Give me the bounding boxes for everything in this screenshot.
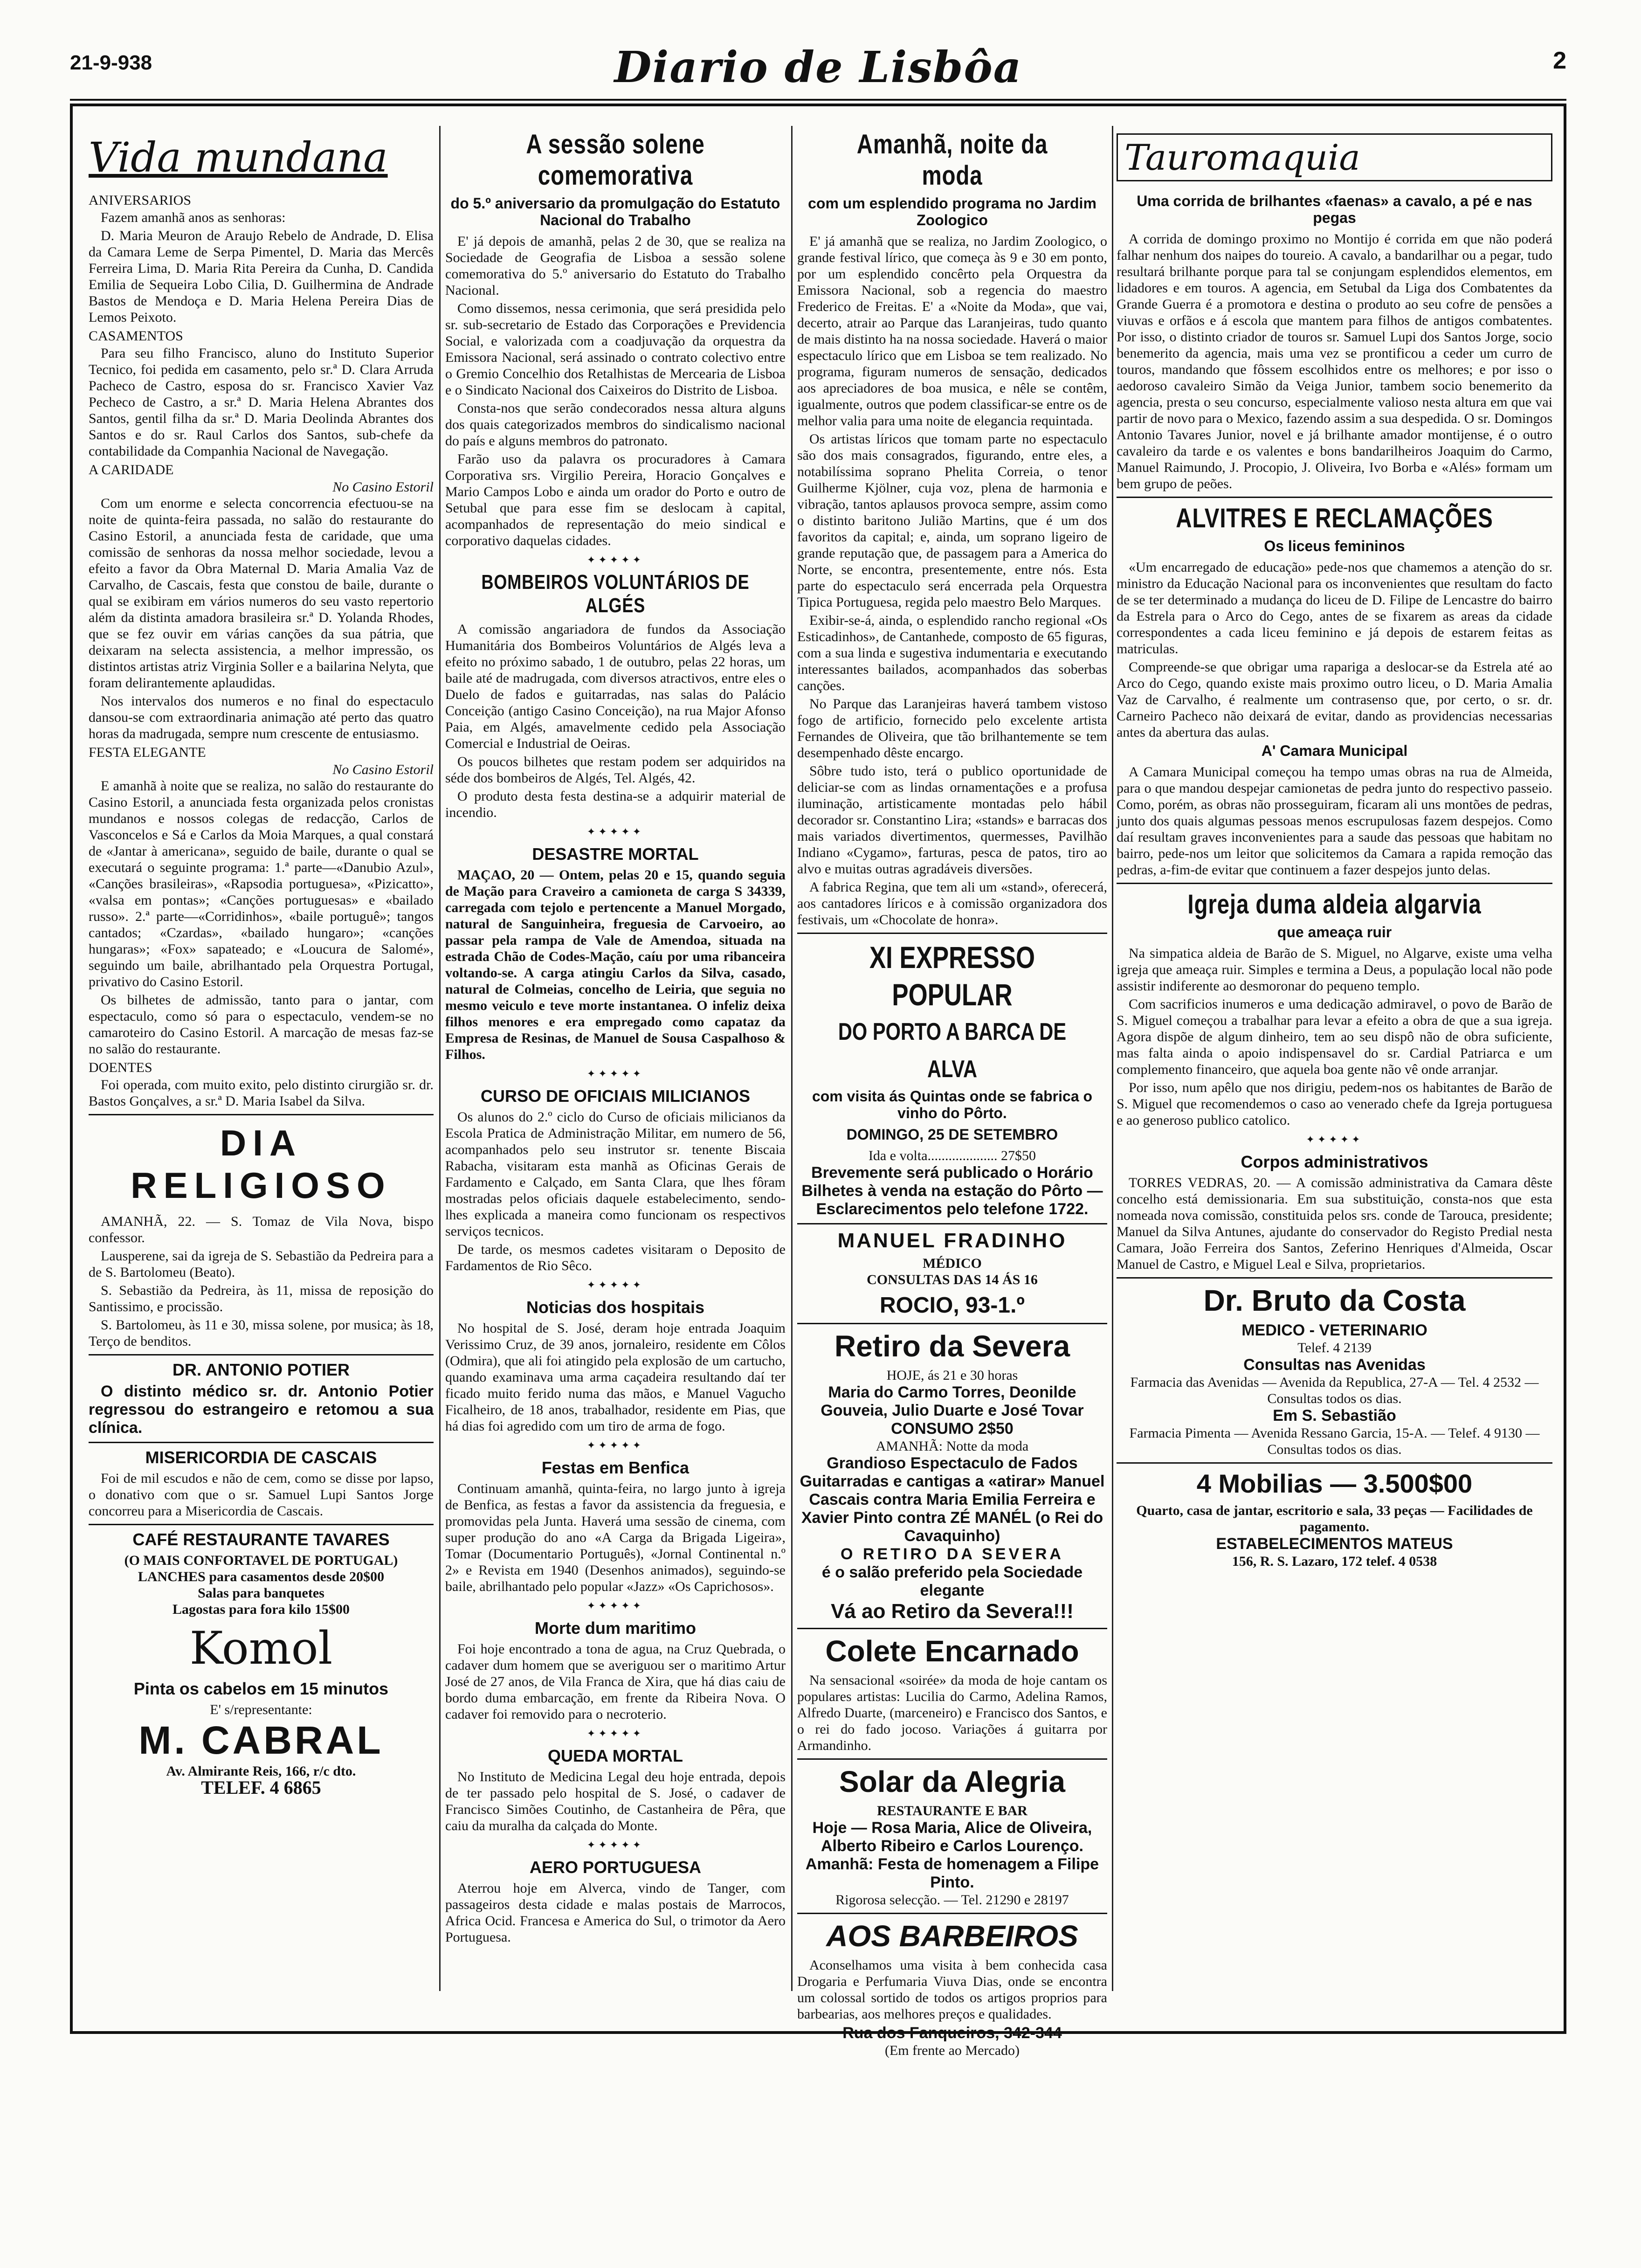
ornament-divider: ✦✦✦✦✦	[586, 1728, 644, 1739]
paragraph: Para seu filho Francisco, aluno do Instituto Superior Tecnico, foi pedida em casamento, pelo sr.ª D. Clara Arruda Pacheco de Castro, esposa do sr. Francisco Xavier Vaz Pecheco de Castro, a sr.ª D. Maria Helena Abrantes dos Santos, gentil filha da sr.ª D. Maria Deolinda Abrantes dos Santos e do sr. Raul Carlos dos Santos, sub-chefe da contabilidade da Companhia Nacional de Navegação.	[89, 346, 434, 459]
subheadline: Uma corrida de brilhantes «faenas» a cavalo, a pé e nas pegas	[1137, 193, 1532, 226]
ad-headline: Solar da Alegria	[839, 1765, 1065, 1798]
paragraph: S. Bartolomeu, às 11 e 30, missa solene, por musica; às 18, Terço de benditos.	[89, 1317, 434, 1349]
ornament-divider: ✦✦✦✦✦	[586, 554, 644, 566]
paragraph: D. Maria Meuron de Araujo Rebelo de Andrade, D. Elisa da Camara Leme de Serpa Pimentel, D. Maria das Mercês Ferreira Lima, D. Maria Rita Pereira da Cunha, D. Candida Emilia de Sequeira Lobo Cilia, D. Guilhermina de Andrade Bastos de Mendoça e D. Maria Helena Pereira Dias de Lemos Peixoto.	[89, 228, 434, 325]
column-rule	[791, 126, 793, 1991]
paragraph: AMANHÃ, 22. — S. Tomaz de Vila Nova, bispo confessor.	[89, 1214, 434, 1245]
divider	[1117, 1462, 1552, 1464]
cabral-name: M. CABRAL	[138, 1718, 384, 1762]
ad-line: E' s/representante:	[210, 1702, 312, 1717]
paragraph: Consta-nos que serão condecorados nessa altura alguns dos quais categorizados membros do sindicalismo nacional do país e alguns membros do patronato.	[445, 401, 786, 449]
ad-line: Salas para banquetes	[198, 1585, 324, 1601]
subheadline: que ameaça ruir	[1277, 924, 1392, 940]
headline: CURSO DE OFICIAIS MILICIANOS	[480, 1086, 751, 1106]
column-rule	[439, 126, 441, 1991]
paragraph: E' já amanhã que se realiza, no Jardim Zoologico, o grande festival lírico, que começa às 9 e 30 em ponto, por um esplendido concêrto pela Orquestra da Emissora Nacional, sob a regencia do maestro Frederico de Freitas. E' a «Noite da Moda», que vai, decerto, atrair ao Parque das Laranjeiras, tudo quanto de mais distinto ha na nossa sociedade. Haverá o maior espectaculo lírico que em Lisboa se tem realizado. No programa, figuram numeros de sensação, dedicados aos apreciadores de boa musica, e nêle se contêm, igualmente, outros que podem classificar-se entre os de melhor valia para uma noite de elegancia requintada.	[797, 234, 1107, 429]
ad-line: TELEF. 4 6865	[201, 1777, 321, 1798]
paragraph: Compreende-se que obrigar uma rapariga a deslocar-se da Estrela até ao Arco do Cego, quando existe mais proximo outro liceu, o D. Maria Amalia Vaz de Carvalho, é realmente um contrasenso que, por certo, o sr. dr. Carneiro Pacheco não deixará de evitar, dando as providencias necessarias antes da abertura das aulas.	[1117, 659, 1552, 740]
headline: Amanhã, noite da moda	[856, 129, 1048, 191]
paragraph: Farão uso da palavra os procuradores à Camara Corporativa srs. Virgilio Pereira, Horacio Gonçalves e Mario Campos Lobo e ainda um orador do Porto e outro de Setubal que para esse fim se deslocam à capital, acompanhados de representação do meio sindical e corporativo daquelas cidades.	[445, 451, 786, 548]
paragraph: Foi operada, com muito exito, pelo distinto cirurgião sr. dr. Bastos Gonçalves, a sr.ª D. Maria Isabel da Silva.	[89, 1077, 434, 1109]
ornament-divider: ✦✦✦✦✦	[586, 1439, 644, 1451]
column-rule	[1112, 126, 1113, 1991]
ad-line: Brevemente será publicado o Horário	[811, 1164, 1093, 1182]
column-2	[445, 126, 786, 1988]
ad-name: MANUEL FRADINHO	[837, 1229, 1067, 1252]
ad-headline: Retiro da Severa	[834, 1329, 1070, 1363]
ad-line: Bilhetes à venda na estação do Pôrto — Esclarecimentos pelo telefone 1722.	[801, 1182, 1103, 1218]
subhead: A CARIDADE	[89, 462, 174, 477]
ad-line: Ida e volta.................... 27$50	[868, 1148, 1036, 1163]
paragraph: Os artistas líricos que tomam parte no espectaculo são dos mais consagrados, figurando, entre eles, a notabilíssima soprano Phelita Correia, o tenor Guilherme Kjölner, cuja voz, plena de harmonia e vibração, tantos aplausos provoca sempre, assim como o distinto baritono Julião Martins, que é um dos favoritos da capital; e, ainda, um soprano ligeiro de grande reputação que, de passagem para a America do Norte, se encontra, presentemente, entre nós. Esta parte do espectaculo será encerrada pela Orquestra Tipica Portuguesa, regida pelo maestro Belo Marques.	[797, 431, 1107, 610]
paragraph: Exibir-se-á, ainda, o esplendido rancho regional «Os Esticadinhos», de Cantanhede, composto de 65 figuras, com a sua linda e sugestiva indumentaria e executando interessantes bailados, acompanhados das soberbas canções.	[797, 613, 1107, 693]
komol-tagline: Pinta os cabelos em 15 minutos	[133, 1679, 389, 1698]
ad-headline: Dr. Bruto da Costa	[1203, 1284, 1466, 1317]
ornament-divider: ✦✦✦✦✦	[586, 1068, 644, 1079]
ad-line: (Em frente ao Mercado)	[884, 2043, 1020, 2058]
ornament-divider: ✦✦✦✦✦	[586, 1839, 644, 1851]
divider	[1117, 497, 1552, 498]
paragraph: Com sacrificios inumeros e uma dedicação admiravel, o povo de Barão de S. Miguel começou a trabalhar para levar a efeito a obra de que a sua igreja. Agora dispõe de algum dinheiro, tem ao seu dispô não de obra suficiente, mas falta ainda o apoio indispensavel do sr. Cardial Patriarca e um complemento financeiro, que aquela boa gente não vê onde arranjar.	[1117, 996, 1552, 1077]
ad-headline: AOS BARBEIROS	[826, 1919, 1078, 1953]
paragraph: «Um encarregado de educação» pede-nos que chamemos a atenção do sr. ministro da Educação Nacional para os inconvenientes que resultam do facto de se ter determinado a mudança do liceu de D. Filipe de Lencastre do bairro da Estrela para o Arco do Cego, antes de se fixarem as areas da cidade correspondentes a cada liceu feminino e já depois de estarem feitas as matriculas.	[1117, 560, 1552, 657]
divider	[89, 1442, 434, 1443]
ad-line: ROCIO, 93-1.º	[880, 1293, 1025, 1318]
headline: Noticias dos hospitais	[526, 1298, 705, 1317]
ad-line: Farmacia das Avenidas — Avenida da Republica, 27-A — Tel. 4 2532 — Consultas todos os dias.	[1130, 1375, 1539, 1406]
paragraph: Por isso, num apêlo que nos dirigiu, pedem-nos os habitantes de Barão de S. Miguel que recomendemos o caso ao venerado chefe da Igreja portuguesa e ao generoso publico catolico.	[1117, 1080, 1552, 1128]
subheadline: do 5.º aniversario da promulgação do Estatuto Nacional do Trabalho	[450, 195, 780, 228]
newspaper-title: Diario de Lisbôa	[614, 42, 1022, 92]
ad-line: Maria do Carmo Torres, Deonilde Gouveia, Julio Duarte e José Tovar	[820, 1383, 1084, 1419]
ad-line: Farmacia Pimenta — Avenida Ressano Garcia, 15-A. — Telef. 4 9130 — Consultas todos os dias.	[1129, 1425, 1540, 1457]
subheadline: A' Camara Municipal	[1261, 742, 1408, 759]
headline: Igreja duma aldeia algarvia	[1187, 889, 1482, 920]
ad-line: Hoje — Rosa Maria, Alice de Oliveira, Alberto Ribeiro e Carlos Lourenço.	[812, 1819, 1092, 1855]
ornament-divider: ✦✦✦✦✦	[1306, 1134, 1363, 1145]
ad-headline: Colete Encarnado	[825, 1634, 1079, 1668]
section-title-tauromaquia: Tauromaquia	[1117, 133, 1552, 181]
headline: AERO PORTUGUESA	[529, 1858, 702, 1877]
ad-line: é o salão preferido pela Sociedade elegante	[821, 1563, 1083, 1599]
paragraph: TORRES VEDRAS, 20. — A comissão administrativa da Camara dêste concelho está demissionaria. Em sua substituição, consta-nos que esta nomeada nova comissão, constituida pelos srs. conde de Tarouca, presidente; Manuel da Silva Antunes, ajudante do conservador do Registo Predial nesta Camara, João Ferreira dos Santos, Zeferino Henriques d'Almeida, Oscar Manuel de Castro, e Miguel Leal e Silva, proprietarios.	[1117, 1175, 1552, 1272]
ad-line: Consultas nas Avenidas	[1243, 1356, 1426, 1374]
paragraph: O distinto médico sr. dr. Antonio Potier regressou do estrangeiro e retomou a sua clínica.	[89, 1383, 434, 1437]
paragraph: Como dissemos, nessa cerimonia, que será presidida pelo sr. sub-secretario de Estado das Corporações e Previdencia Social, e valorizada com a coadjuvação da orquestra da Emissora Nacional, será assinado o contrato colectivo entre o Gremio Concelhio dos Retalhistas de Mercearia de Lisboa e o Sindicato Nacional dos Caixeiros do Distrito de Lisboa.	[445, 301, 786, 398]
section-title-vida-mundana: Vida mundana	[89, 133, 388, 181]
paragraph: E' já depois de amanhã, pelas 2 de 30, que se realiza na Sociedade de Geografia de Lisboa a sessão solene comemorativa do 5.º aniversario do Estatuto do Trabalho Nacional.	[445, 234, 786, 298]
ad-line: Rigorosa selecção. — Tel. 21290 e 28197	[835, 1892, 1069, 1908]
ad-line: Lagostas para fora kilo 15$00	[172, 1602, 350, 1617]
ad-headline: DO PORTO A BARCA DE ALVA	[838, 1018, 1067, 1083]
ad-line: Rua dos Fanqueiros, 342-344	[842, 2024, 1062, 2042]
ad-line: DOMINGO, 25 DE SETEMBRO	[846, 1126, 1058, 1143]
divider	[89, 1114, 434, 1115]
ad-headline: XI EXPRESSO POPULAR	[869, 940, 1035, 1012]
headline: Morte dum maritimo	[534, 1618, 696, 1638]
paragraph: S. Sebastião da Pedreira, às 11, missa de reposição do Santissimo, e procissão.	[89, 1283, 434, 1314]
dia-religioso-title: DIA RELIGIOSO	[131, 1122, 392, 1206]
paragraph: MAÇAO, 20 — Ontem, pelas 20 e 15, quando seguia de Mação para Craveiro a camioneta de carga S 34339, carregada com tejolo e pertencente a Manuel Morgado, natural de Sanguinheira, freguesia de Carvoeiro, ao passar pela rampa de Vale de Amendoa, situada na estrada Chão de Codes-Mação, caíu por uma ribanceira voltando-se. A carga atingiu Carlos da Silva, casado, natural de Colmeias, concelho de Leiria, que seguia no mesmo veiculo e teve morte instantanea. O infeliz deixa filhos menores e era empregado como capataz da Empresa de Resinas, de Manuel de Sousa Caspalhoso & Filhos.	[445, 867, 786, 1062]
column-1	[89, 126, 434, 1988]
location-line: No Casino Estoril	[332, 479, 434, 495]
paragraph: Aconselhamos uma visita à bem conhecida casa Drogaria e Perfumaria Viuva Dias, onde se encontra um colossal sortido de todos os artigos proprios para barbearias, aos melhores preços e qualidades.	[797, 1957, 1107, 2022]
ad-line: Em S. Sebastião	[1273, 1407, 1396, 1424]
headline: Corpos administrativos	[1241, 1152, 1428, 1171]
paragraph: Continuam amanhã, quinta-feira, no largo junto à igreja de Benfica, as festas a favor da assistencia da freguesia, e promovidas pela Junta. Haverá uma sessão de cinema, com super produção do ano «A Carga da Brigada Ligeira», Tomar (Documentario Português), «Jornal Continental n.º 2» e Revista em 1940 (Desenhos animados), seguindo-se baile, abrilhantado pelo popular «Jazz» «Os Caprichosos».	[445, 1481, 786, 1594]
paragraph: Foi hoje encontrado a tona de agua, na Cruz Quebrada, o cadaver dum homem que se averiguou ser o maritimo Artur José de 27 anos, de Vila Franca de Xira, que há dias caiu de bordo duma embarcação, em frente da Ribeira Nova. O cadaver foi removido para o necroterio.	[445, 1641, 786, 1722]
ad-line: CONSULTAS DAS 14 ÁS 16	[867, 1272, 1038, 1287]
paragraph: Lausperene, sai da igreja de S. Sebastião da Pedreira para a de S. Bartolomeu (Beato).	[89, 1248, 434, 1280]
headline: DESASTRE MORTAL	[532, 844, 699, 864]
divider	[89, 1524, 434, 1525]
ad-line: ESTABELECIMENTOS MATEUS	[1216, 1535, 1453, 1553]
paragraph: Aterrou hoje em Alverca, vindo de Tanger, com passageiros desta cidade e malas postais de Marrocos, Africa Ocid. Francesa e America do Sul, o trimotor da Aero Portuguesa.	[445, 1881, 786, 1945]
paragraph: Os bilhetes de admissão, tanto para o jantar, com espectaculo, como só para o espectaculo, vendem-se no camaroteiro do Casino Estoril. A marcação de mesas faz-se no salão do restaurante.	[89, 992, 434, 1057]
divider	[89, 1354, 434, 1355]
headline: Festas em Benfica	[541, 1458, 689, 1477]
page-number: 2	[1553, 47, 1566, 74]
paragraph: O produto desta festa destina-se a adquirir material de incendio.	[445, 788, 786, 820]
misericordia-title: MISERICORDIA DE CASCAIS	[145, 1448, 377, 1467]
subhead: FESTA ELEGANTE	[89, 745, 206, 760]
headline: QUEDA MORTAL	[548, 1746, 683, 1765]
ad-line: Telef. 4 2139	[1297, 1340, 1372, 1355]
paragraph: A comissão angariadora de fundos da Associação Humanitária dos Bombeiros Voluntários de Algés leva a efeito no próximo sabado, 1 de outubro, pelas 22 horas, um baile até de madrugada, com diversos atractivos, entre eles o Duelo de fados e guitarradas, nas salas do Palácio Conceição (antigo Casino Conceição), na rua Major Afonso Paia, em Algés, amavelmente cedido pela Associação Comercial e Industrial de Oeiras.	[445, 622, 786, 751]
paragraph: De tarde, os mesmos cadetes visitaram o Deposito de Fardamentos de Rio Sêco.	[445, 1242, 786, 1273]
paragraph: Foi de mil escudos e não de cem, como se disse por lapso, o donativo com que o sr. Samuel Lupi Santos Jorge concorreu para a Misericordia de Cascais.	[89, 1471, 434, 1519]
ad-line: Vá ao Retiro da Severa!!!	[831, 1600, 1074, 1623]
subhead: CASAMENTOS	[89, 328, 183, 344]
subhead: DOENTES	[89, 1060, 152, 1075]
paragraph: Sôbre tudo isto, terá o publico oportunidade de deliciar-se com as lindas ornamentações e a profusa iluminação, artisticamente montadas pelo hábil decorador sr. Constantino Lira; «stands» e barracas dos mais variados divertimentos, quermesses, Pavilhão Indiano «Cygamo», farturas, pesca de patos, tiro ao alvo e muitas outras agradáveis diversões.	[797, 763, 1107, 877]
ad-headline: 4 Mobilias — 3.500$00	[1196, 1469, 1473, 1498]
divider	[1117, 883, 1552, 884]
paragraph: E amanhã à noite que se realiza, no salão do restaurante do Casino Estoril, a anunciada festa organizada pelos cronistas mundanos e nossos colegas de redacção, Carlos de Vasconcelos e Sá e Carlos da Moia Marques, a qual constará de «Jantar à americana», seguido de baile, durante o qual se executará o seguinte programa: 1.ª parte—«Danubio Azul», «Canções brasileiras», «Rapsodia portuguesa», «Pizicatto», «valsa em pontas»; «Canções portuguesas» e «bailado russo». 2.ª parte—«Corridinhos», «baile portuguê»; tangos cantados; «Czardas», «bailado hungaro»; «canções hungaras»; «Fox» sapateado; e «Loucura de Salomé», seguindo um baile, abrilhantado pela Orquestra Portugal, privativo do Casino Estoril.	[89, 778, 434, 989]
ad-line: LANCHES para casamentos desde 20$00	[138, 1569, 385, 1584]
headline: BOMBEIROS VOLUNTÁRIOS DE ALGÉS	[481, 571, 750, 617]
headline: A sessão solene comemorativa	[526, 129, 705, 191]
subhead: ANIVERSARIOS	[89, 193, 192, 208]
subheadline: com um esplendido programa no Jardim Zoologico	[808, 195, 1096, 228]
ad-line: MEDICO - VETERINARIO	[1241, 1321, 1427, 1339]
ad-line: AMANHÃ: Notte da moda	[876, 1438, 1029, 1454]
potier-title: DR. ANTONIO POTIER	[172, 1360, 350, 1379]
paragraph: No Parque das Laranjeiras haverá tambem vistoso fogo de artificio, fornecido pelo excelente artista Fernandes de Oliveira, que tão brilhantemente se tem desempenhado dêste encargo.	[797, 696, 1107, 761]
issue-date: 21-9-938	[70, 51, 152, 74]
paragraph: A corrida de domingo proximo no Montijo é corrida em que não poderá falhar nenhum dos naipes do toureio. A cavalo, a bandarilhar ou a pegar, tudo resultará brilhante porque para tal se conjungam esplendidos elementos, em lidadores e em touros. A agencia, em Setubal da Liga dos Combatentes da Grande Guerra é a promotora e destina o produto ao seu cofre de pensões a viuvas e orfãos e á escola que mantem para filhos de antigos combatentes. Por isso, o distinto criador de touros sr. Samuel Lupi dos Santos Jorge, socio benemerito da agencia, mais uma vez se prontificou a ceder um curro de touros, mandando que fôssem escolhidos entre os melhores; e por isso o aedoroso cavaleiro Simão da Veiga Junior, tambem socio benemerito da agencia, presta o seu concurso, especialmente valioso nesta altura em que vai partir de novo para o Mexico, fazendo assim a sua despedida. O sr. Domingos Antonio Tavares Junior, novel e já brilhante amador montijense, é o outro cavaleiro da tarde e os valentes e bons bandarilheiros Joaquim do Carmo, Manuel Raimundo, J. Procopio, J. Oliveira, Ivo Borba e «Alés» formam um bem grupo de peões.	[1117, 231, 1552, 491]
paragraph: No Instituto de Medicina Legal deu hoje entrada, depois de ter passado pelo hospital de S. José, o cadaver de Francisco Simões Coutinho, de Castanheira de Pêra, que caiu da muralha da calçada do Monte.	[445, 1769, 786, 1833]
ad-line: (O MAIS CONFORTAVEL DE PORTUGAL)	[124, 1553, 398, 1568]
paragraph: Com um enorme e selecta concorrencia efectuou-se na noite de quinta-feira passada, no salão do restaurante do Casino Estoril, a anunciada festa de caridade, que uma comissão de senhoras da nossa melhor sociedade, levou a efeito a favor da Obra Maternal D. Maria Amalia Vaz de Carvalho, de Cascais, festa que constou de baile, durante o qual se exibiram em vários numeros do seu vasto repertorio além da distinta amadora brasileira sr.ª D. Yolanda Rhodes, que se fez ouvir em várias canções da sua pátria, que deixaram na selecta assistencia, a melhor impressão, os distintos artistas atriz Virginia Soller e a bailarina Nelyta, que foram delirantemente aplaudidas.	[89, 496, 434, 691]
ornament-divider: ✦✦✦✦✦	[586, 826, 644, 837]
ornament-divider: ✦✦✦✦✦	[586, 1600, 644, 1611]
subheadline: Os liceus femininos	[1264, 538, 1405, 554]
paragraph: Os poucos bilhetes que restam podem ser adquiridos na séde dos bombeiros de Algés, Tel. Algés, 42.	[445, 754, 786, 786]
ad-line: MÉDICO	[923, 1256, 982, 1271]
divider	[797, 933, 1107, 934]
ad-line: Amanhã: Festa de homenagem a Filipe Pinto.	[805, 1855, 1099, 1891]
masthead-rule	[70, 99, 1566, 101]
paragraph: Na sensacional «soirée» da moda de hoje cantam os populares artistas: Lucilia do Carmo, Adelina Ramos, Alfredo Duarte, (marceneiro) e Francisco dos Santos, e o rei do fado jocoso. Variações á guitarra por Armandinho.	[797, 1673, 1107, 1753]
location-line: No Casino Estoril	[332, 762, 434, 777]
ad-line: 156, R. S. Lazaro, 172 telef. 4 0538	[1232, 1554, 1437, 1569]
ad-line: CONSUMO 2$50	[891, 1420, 1014, 1438]
ad-line: Av. Almirante Reis, 166, r/c dto.	[166, 1763, 356, 1779]
cafe-tavares-title: CAFÉ RESTAURANTE TAVARES	[132, 1530, 390, 1549]
divider	[797, 1323, 1107, 1324]
masthead	[70, 42, 1566, 93]
paragraph: Na simpatica aldeia de Barão de S. Miguel, no Algarve, existe uma velha igreja que ameaça ruir. Simples e termina a Deus, a população local não pode assistir indiferente ao desmoronar do pequeno templo.	[1117, 946, 1552, 994]
ad-line: RESTAURANTE E BAR	[877, 1803, 1027, 1819]
column-4	[1117, 126, 1552, 1988]
komol-logo: Komol	[189, 1622, 333, 1674]
paragraph: Os alunos do 2.º ciclo do Curso de oficiais milicianos da Escola Pratica de Administração Militar, em numero de 56, acompanhados pelo seu instrutor sr. tenente Biscaia Rabacha, visitaram esta manhã as Oficinas Gerais de Fardamento e Calçado, em Santa Clara, que lhes fôram mostradas pelos oficiais daquele estabelecimento, sendo-lhes explicada a maneira como funcionam os respectivos serviços tecnicos.	[445, 1109, 786, 1239]
column-3	[797, 126, 1107, 2058]
divider	[797, 1628, 1107, 1629]
ad-line: Grandioso Espectaculo de Fados Guitarradas e cantigas a «atirar» Manuel Cascais contra Maria Emilia Ferreira e Xavier Pinto contra ZÉ MANÉL (o Rei do Cavaquinho)	[800, 1454, 1105, 1545]
ornament-divider: ✦✦✦✦✦	[586, 1279, 644, 1291]
ad-line: O RETIRO DA SEVERA	[841, 1545, 1064, 1563]
divider	[797, 1913, 1107, 1914]
paragraph: Nos intervalos dos numeros e no final do espectaculo dansou-se com extraordinaria animação até perto das quatro horas da madrugada, sempre num crescente de entusiasmo.	[89, 693, 434, 741]
paragraph: Fazem amanhã anos as senhoras:	[101, 210, 286, 225]
divider	[797, 1758, 1107, 1760]
headline: ALVITRES E RECLAMAÇÕES	[1176, 503, 1493, 533]
ad-line: com visita ás Quintas onde se fabrica o vinho do Pôrto.	[812, 1088, 1093, 1121]
paragraph: A Camara Municipal começou ha tempo umas obras na rua de Almeida, para o que mandou despejar camionetas de pedra junto do respectivo passeio. Como, porém, as obras não prosseguiram, ficaram ali uns montões de pedras, junto dos quais algumas pessoas menos escrupulosas fazem despejos. Como daí resultam graves inconvenientes para a saude das pessoas que habitam no bairro, pede-nos um leitor que solicitemos da Camara a rapida remoção das pedras, a-fim-de evitar que continuem a fazer despejos junto delas.	[1117, 764, 1552, 878]
ad-line: Quarto, casa de jantar, escritorio e sala, 33 peças — Facilidades de pagamento.	[1136, 1503, 1533, 1535]
paragraph: No hospital de S. José, deram hoje entrada Joaquim Verissimo Cruz, de 39 anos, jornaleiro, residente em Côlos (Odmira), que ali foi atingido pela explosão de um cartucho, quando examinava uma arma caçadeira resultando daí ter ficado muito ferido numa das mãos, e Manuel Vagucho Ficalheiro, de 18 anos, trabalhador, residente em Pias, que há dias foi agredido com um tiro de arma de fogo.	[445, 1321, 786, 1434]
divider	[797, 1223, 1107, 1224]
divider	[1117, 1277, 1552, 1279]
ad-line: HOJE, ás 21 e 30 horas	[886, 1368, 1018, 1383]
paragraph: A fabrica Regina, que tem ali um «stand», oferecerá, aos cantadores líricos e à comissão organizadora dos festivais, um «Chocolate de honra».	[797, 879, 1107, 927]
